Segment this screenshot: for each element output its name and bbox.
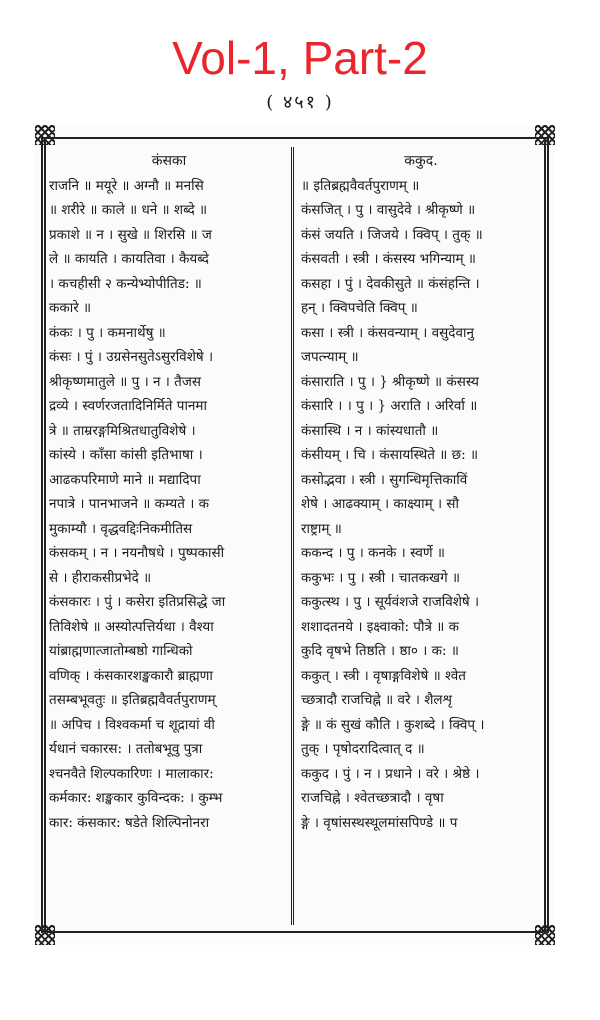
text-line: ङ्गे ॥ कं सुखं कौति । कुशब्दे । क्विप् । (301, 716, 485, 733)
text-line: मुकाम्यौ । वृद्धवद्दिःनिकमीतिस (49, 520, 193, 537)
page-number: ( ४५१ ) (266, 92, 334, 113)
text-line: र्यधानं चकारस: । ततोबभूवु पुत्रा (49, 741, 203, 757)
text-line: कंसारि । । पु । } अराति । अरिर्वा ॥ (301, 398, 478, 414)
text-line: हन् । क्विपचेति क्विप् ॥ (301, 300, 418, 316)
text-line: जपत्न्याम् ॥ (301, 349, 359, 365)
text-line: कंसवती । स्त्री । कंसस्य भगिन्याम् ॥ (301, 251, 477, 267)
text-line: द्रव्ये । स्वर्णरजतादिनिर्मिते पानमा (49, 398, 207, 414)
text-line: कांस्ये । काँसा कांसी इतिभाषा । (49, 447, 203, 463)
text-line: राष्ट्राम् ॥ (301, 520, 342, 537)
text-line: च्छत्रादौ राजचिह्ने ॥ वरे । शैलशृ (301, 692, 452, 708)
right-column-heading: ककुद. (404, 153, 438, 169)
text-line: नपात्रे । पानभाजने ॥ कम्यते । क (49, 496, 209, 512)
left-column (49, 149, 289, 835)
text-line: राजनि ॥ मयूरे ॥ अग्नौ ॥ मनसि (49, 177, 204, 194)
border-right (544, 137, 549, 933)
text-line: यांब्राह्मणात्जातोम्बष्ठो गान्धिको (49, 643, 193, 659)
text-line: कसोद्भवा । स्त्री । सुगन्धिमृत्तिकाविं (301, 471, 468, 488)
text-line: । कचहीसी २ कन्येभ्योपीतिड: ॥ (49, 275, 202, 292)
text-line: ॥ शरीरे ॥ काले ॥ धने ॥ शब्दे ॥ (49, 202, 208, 218)
border-top (47, 137, 543, 139)
right-column-text (301, 174, 541, 836)
text-line: ॥ इतिब्रह्मवैवर्तपुराणम् ॥ (301, 177, 420, 194)
text-line: वणिक् । कंसकारशङ्खकारौ ब्राह्मणा (49, 667, 213, 684)
text-line: राजचिह्ने । श्वेतच्छत्रादौ । वृषा (301, 790, 444, 806)
text-line: ककन्द । पु । कनके । स्वर्णे ॥ (301, 545, 445, 561)
text-line: कंकः । पु । कमनार्थेषु ॥ (49, 324, 166, 341)
text-line: ककुद । पुं । न । प्रधाने । वरे । श्रेष्ठे । (301, 765, 480, 782)
text-line: श्चनवैते शिल्पकारिणः । मालाकार: (49, 765, 214, 782)
text-line: तुक् । पृषोदरादित्वात् द ॥ (301, 741, 425, 757)
border-bottom (47, 931, 543, 933)
left-column-heading: कंसका (151, 153, 187, 169)
text-line: ककुभः । पु । स्त्री । चातकखगे ॥ (301, 569, 461, 586)
text-line: कंसकम् । न । नयनौषधे । पुष्पकासी (49, 545, 225, 561)
corner-ornament (535, 125, 555, 145)
text-line: शेषे । आढक्याम् । काक्ष्याम् । सौ (301, 496, 459, 512)
corner-ornament (35, 125, 55, 145)
text-line: कसहा । पुं । देवकीसुते ॥ कंसंहन्ति । (301, 275, 480, 292)
border-left (41, 137, 46, 933)
text-line: ङ्गे । वृषांसस्थस्थूलमांसपिण्डे ॥ प (301, 814, 458, 831)
text-line: त्रे ॥ ताम्ररङ्गमिश्रितधातुविशेषे । (49, 422, 196, 439)
text-line: कार: कंसकार: षडेते शिल्पिनोनरा (49, 814, 210, 831)
text-line: कंसास्थि । न । कांस्यधातौ ॥ (301, 422, 439, 439)
left-column-text (49, 174, 289, 836)
text-line: प्रकाशे ॥ न । सुखे ॥ शिरसि ॥ ज (49, 226, 212, 243)
text-line: कंसाराति । पु । } श्रीकृष्णे ॥ कंसस्य (301, 373, 479, 390)
text-line: कसा । स्त्री । कंसवन्याम् । वसुदेवानु (301, 324, 474, 341)
text-line: कंसकारः । पुं । कसेरा इतिप्रसिद्धे जा (49, 594, 226, 610)
corner-ornament (35, 925, 55, 945)
right-column (301, 149, 541, 835)
text-line: से । हीराकसीप्रभेदे ॥ (49, 569, 152, 586)
corner-ornament (535, 925, 555, 945)
text-line: तिविशेषे ॥ अस्योत्पत्तिर्यथा । वैश्या (49, 618, 214, 635)
text-line: श्रीकृष्णमातुले ॥ पु । न । तैजस (49, 373, 202, 390)
dictionary-page (35, 125, 555, 945)
text-line: कंसः । पुं । उग्रसेनसुतेऽसुरविशेषे । (49, 349, 214, 365)
text-line: कंसं जयति । जिजये । क्विप् । तुक् ॥ (301, 226, 483, 243)
text-line: कुदि वृषभे तिष्ठति । ष्ठा० । क: ॥ (301, 643, 459, 659)
text-line: ॥ अपिच । विश्वकर्मा च शूद्रायां वी (49, 716, 215, 733)
text-line: आढकपरिमाणे माने ॥ मद्यादिपा (49, 471, 201, 488)
column-divider (291, 147, 294, 925)
text-line: तसम्बभूवतुः ॥ इतिब्रह्मवैवर्तपुराणम् (49, 692, 216, 708)
document-title: Vol-1, Part-2 (172, 32, 428, 84)
text-line: ककुत् । स्त्री । वृषाङ्गविशेषे ॥ श्वेत (301, 667, 466, 684)
text-line: ककुत्स्थ । पु । सूर्यवंशजे राजविशेषे । (301, 594, 480, 610)
text-line: ले ॥ कायति । कायतिवा । कैयब्दे (49, 251, 209, 267)
text-line: कर्मकार: शङ्खकार कुविन्दक: । कुम्भ (49, 790, 223, 806)
text-line: शशादतनये । इक्ष्वाको: पौत्रे ॥ क (301, 618, 459, 635)
text-line: ककारे ॥ (49, 300, 92, 316)
text-line: कंसीयम् । चि । कंसायस्थिते ॥ छ: ॥ (301, 447, 479, 463)
text-line: कंसजित् । पु । वासुदेवे । श्रीकृष्णे ॥ (301, 202, 476, 218)
